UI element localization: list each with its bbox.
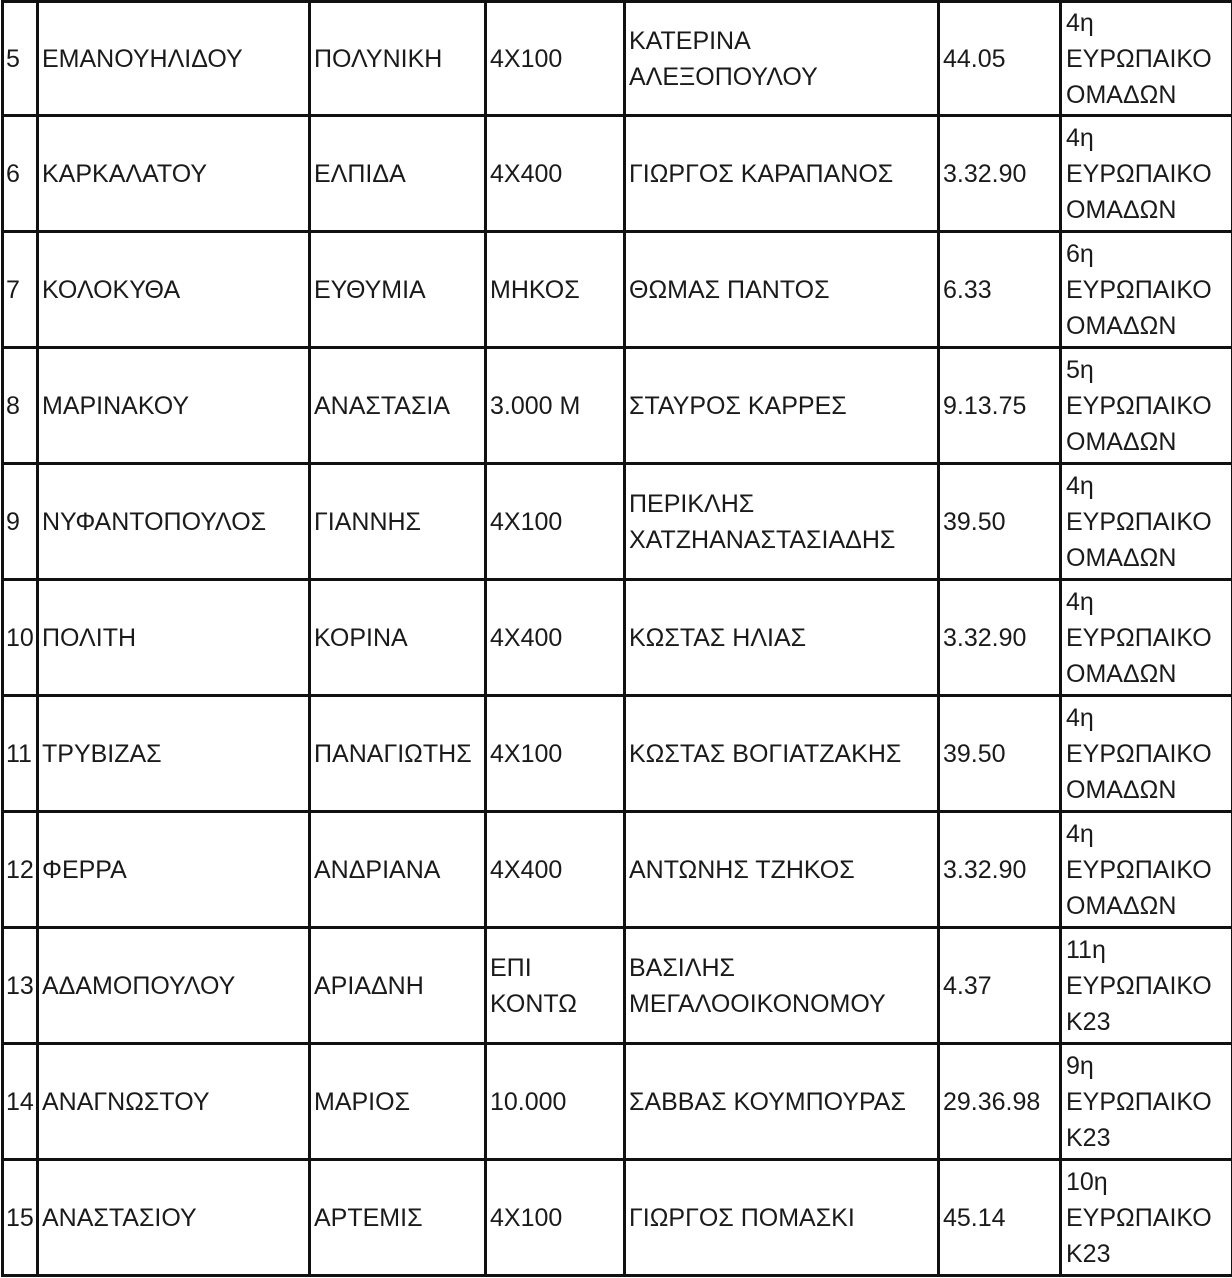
- placing-cell-line: 4η: [1066, 587, 1094, 616]
- placing-cell: [1061, 232, 1232, 348]
- event-cell-line: 4Χ100: [490, 507, 563, 536]
- row-number-cell: 15: [3, 1160, 38, 1276]
- table-row: [3, 1160, 1232, 1276]
- surname-cell: ΑΝΑΓΝΩΣΤΟΥ: [38, 1044, 310, 1160]
- event-cell: [486, 696, 625, 812]
- placing-cell-line: ΕΥΡΩΠΑΙΚΟ: [1066, 623, 1212, 652]
- coach-cell: [625, 812, 939, 928]
- first-name-cell: ΜΑΡΙΟΣ: [310, 1044, 486, 1160]
- surname-cell: ΑΝΑΣΤΑΣΙΟΥ: [38, 1160, 310, 1276]
- placing-cell-line: ΟΜΑΔΩΝ: [1066, 775, 1177, 804]
- athletes-results-table: [1, 0, 1232, 1277]
- event-cell: [486, 580, 625, 696]
- placing-cell-line: ΟΜΑΔΩΝ: [1066, 891, 1177, 920]
- first-name-cell: ΑΝΔΡΙΑΝΑ: [310, 812, 486, 928]
- placing-cell: [1061, 696, 1232, 812]
- row-number-cell: 12: [3, 812, 38, 928]
- surname-cell: ΚΑΡΚΑΛΑΤΟΥ: [38, 116, 310, 232]
- surname-cell: ΦΕΡΡΑ: [38, 812, 310, 928]
- coach-cell-line: ΚΩΣΤΑΣ ΒΟΓΙΑΤΖΑΚΗΣ: [629, 739, 902, 768]
- table-row: [3, 348, 1232, 464]
- event-cell: [486, 116, 625, 232]
- coach-cell-line: ΘΩΜΑΣ ΠΑΝΤΟΣ: [629, 275, 830, 304]
- event-cell-line: ΜΗΚΟΣ: [490, 275, 580, 304]
- first-name-cell: ΚΟΡΙΝΑ: [310, 580, 486, 696]
- placing-cell: [1061, 2, 1232, 116]
- first-name-cell: ΕΛΠΙΔΑ: [310, 116, 486, 232]
- placing-cell-line: ΕΥΡΩΠΑΙΚΟ: [1066, 44, 1212, 73]
- first-name-cell: ΑΡΙΑΔΝΗ: [310, 928, 486, 1044]
- first-name-cell: ΑΡΤΕΜΙΣ: [310, 1160, 486, 1276]
- placing-cell-line: ΕΥΡΩΠΑΙΚΟ: [1066, 855, 1212, 884]
- placing-cell-line: Κ23: [1066, 1239, 1111, 1268]
- placing-cell-line: ΕΥΡΩΠΑΙΚΟ: [1066, 1203, 1212, 1232]
- surname-cell: ΕΜΑΝΟΥΗΛΙΔΟΥ: [38, 2, 310, 116]
- row-number-cell: 6: [3, 116, 38, 232]
- coach-cell-line: ΑΛΕΞΟΠΟΥΛΟΥ: [629, 62, 818, 91]
- result-cell: 39.50: [939, 464, 1061, 580]
- coach-cell-line: ΓΙΩΡΓΟΣ ΠΟΜΑΣΚΙ: [629, 1203, 855, 1232]
- table-row: [3, 1044, 1232, 1160]
- result-cell: 4.37: [939, 928, 1061, 1044]
- coach-cell-line: ΣΤΑΥΡΟΣ ΚΑΡΡΕΣ: [629, 391, 847, 420]
- placing-cell: [1061, 116, 1232, 232]
- event-cell-line: 4Χ100: [490, 44, 563, 73]
- placing-cell-line: 4η: [1066, 703, 1094, 732]
- event-cell: [486, 464, 625, 580]
- coach-cell-line: ΑΝΤΩΝΗΣ ΤΖΗΚΟΣ: [629, 855, 855, 884]
- placing-cell-line: ΟΜΑΔΩΝ: [1066, 427, 1177, 456]
- event-cell: [486, 928, 625, 1044]
- coach-cell: [625, 1044, 939, 1160]
- coach-cell-line: ΚΑΤΕΡΙΝΑ: [629, 26, 751, 55]
- placing-cell-line: ΟΜΑΔΩΝ: [1066, 195, 1177, 224]
- placing-cell: [1061, 1160, 1232, 1276]
- placing-cell-line: 4η: [1066, 471, 1094, 500]
- table-row: [3, 928, 1232, 1044]
- first-name-cell: ΓΙΑΝΝΗΣ: [310, 464, 486, 580]
- result-cell: 39.50: [939, 696, 1061, 812]
- placing-cell: [1061, 464, 1232, 580]
- coach-cell-line: ΚΩΣΤΑΣ ΗΛΙΑΣ: [629, 623, 807, 652]
- coach-cell: [625, 580, 939, 696]
- event-cell: [486, 1160, 625, 1276]
- coach-cell: [625, 1160, 939, 1276]
- table-row: [3, 464, 1232, 580]
- first-name-cell: ΑΝΑΣΤΑΣΙΑ: [310, 348, 486, 464]
- placing-cell-line: 4η: [1066, 8, 1094, 37]
- event-cell-line: 3.000 Μ: [490, 391, 581, 420]
- coach-cell-line: ΓΙΩΡΓΟΣ ΚΑΡΑΠΑΝΟΣ: [629, 159, 894, 188]
- event-cell-line: ΕΠΙ: [490, 953, 532, 982]
- placing-cell-line: ΟΜΑΔΩΝ: [1066, 543, 1177, 572]
- surname-cell: ΜΑΡΙΝΑΚΟΥ: [38, 348, 310, 464]
- surname-cell: ΑΔΑΜΟΠΟΥΛΟΥ: [38, 928, 310, 1044]
- coach-cell-line: ΧΑΤΖΗΑΝΑΣΤΑΣΙΑΔΗΣ: [629, 525, 896, 554]
- coach-cell: [625, 116, 939, 232]
- coach-cell-line: ΜΕΓΑΛΟΟΙΚΟΝΟΜΟΥ: [629, 989, 886, 1018]
- event-cell-line: 4Χ400: [490, 623, 563, 652]
- first-name-cell: ΕΥΘΥΜΙΑ: [310, 232, 486, 348]
- coach-cell: [625, 696, 939, 812]
- event-cell: [486, 348, 625, 464]
- row-number-cell: 9: [3, 464, 38, 580]
- row-number-cell: 14: [3, 1044, 38, 1160]
- placing-cell: [1061, 580, 1232, 696]
- placing-cell: [1061, 1044, 1232, 1160]
- coach-cell: [625, 2, 939, 116]
- placing-cell-line: Κ23: [1066, 1123, 1111, 1152]
- placing-cell-line: ΟΜΑΔΩΝ: [1066, 659, 1177, 688]
- surname-cell: ΤΡΥΒΙΖΑΣ: [38, 696, 310, 812]
- coach-cell: [625, 232, 939, 348]
- result-cell: 3.32.90: [939, 812, 1061, 928]
- first-name-cell: ΠΑΝΑΓΙΩΤΗΣ: [310, 696, 486, 812]
- result-cell: 3.32.90: [939, 116, 1061, 232]
- table-row: [3, 2, 1232, 116]
- placing-cell-line: Κ23: [1066, 1007, 1111, 1036]
- placing-cell-line: ΟΜΑΔΩΝ: [1066, 80, 1177, 109]
- result-cell: 45.14: [939, 1160, 1061, 1276]
- placing-cell-line: ΕΥΡΩΠΑΙΚΟ: [1066, 971, 1212, 1000]
- coach-cell: [625, 348, 939, 464]
- table-row: [3, 232, 1232, 348]
- placing-cell-line: 4η: [1066, 819, 1094, 848]
- result-cell: 6.33: [939, 232, 1061, 348]
- event-cell-line: ΚΟΝΤΩ: [490, 989, 577, 1018]
- event-cell-line: 4Χ400: [490, 855, 563, 884]
- event-cell-line: 4Χ100: [490, 1203, 563, 1232]
- placing-cell: [1061, 928, 1232, 1044]
- table-row: [3, 696, 1232, 812]
- coach-cell: [625, 928, 939, 1044]
- placing-cell-line: 9η: [1066, 1051, 1094, 1080]
- result-cell: 44.05: [939, 2, 1061, 116]
- placing-cell-line: ΕΥΡΩΠΑΙΚΟ: [1066, 739, 1212, 768]
- surname-cell: ΚΟΛΟΚΥΘΑ: [38, 232, 310, 348]
- placing-cell-line: 4η: [1066, 123, 1094, 152]
- event-cell: [486, 1044, 625, 1160]
- table-body: [3, 2, 1232, 1276]
- placing-cell-line: ΟΜΑΔΩΝ: [1066, 311, 1177, 340]
- surname-cell: ΠΟΛΙΤΗ: [38, 580, 310, 696]
- placing-cell-line: 11η: [1066, 935, 1106, 964]
- row-number-cell: 5: [3, 2, 38, 116]
- coach-cell-line: ΣΑΒΒΑΣ ΚΟΥΜΠΟΥΡΑΣ: [629, 1087, 906, 1116]
- placing-cell-line: ΕΥΡΩΠΑΙΚΟ: [1066, 1087, 1212, 1116]
- table-row: [3, 580, 1232, 696]
- placing-cell: [1061, 348, 1232, 464]
- result-cell: 9.13.75: [939, 348, 1061, 464]
- event-cell-line: 4Χ100: [490, 739, 563, 768]
- placing-cell-line: ΕΥΡΩΠΑΙΚΟ: [1066, 507, 1212, 536]
- placing-cell-line: 6η: [1066, 239, 1094, 268]
- surname-cell: ΝΥΦΑΝΤΟΠΟΥΛΟΣ: [38, 464, 310, 580]
- table-row: [3, 116, 1232, 232]
- event-cell: [486, 2, 625, 116]
- placing-cell-line: 10η: [1066, 1167, 1108, 1196]
- placing-cell-line: ΕΥΡΩΠΑΙΚΟ: [1066, 391, 1212, 420]
- coach-cell: [625, 464, 939, 580]
- placing-cell: [1061, 812, 1232, 928]
- event-cell: [486, 812, 625, 928]
- event-cell-line: 10.000: [490, 1087, 567, 1116]
- event-cell: [486, 232, 625, 348]
- row-number-cell: 10: [3, 580, 38, 696]
- coach-cell-line: ΠΕΡΙΚΛΗΣ: [629, 489, 755, 518]
- coach-cell-line: ΒΑΣΙΛΗΣ: [629, 953, 735, 982]
- result-cell: 29.36.98: [939, 1044, 1061, 1160]
- placing-cell-line: 5η: [1066, 355, 1094, 384]
- placing-cell-line: ΕΥΡΩΠΑΙΚΟ: [1066, 275, 1212, 304]
- table-row: [3, 812, 1232, 928]
- row-number-cell: 11: [3, 696, 38, 812]
- event-cell-line: 4Χ400: [490, 159, 563, 188]
- row-number-cell: 7: [3, 232, 38, 348]
- placing-cell-line: ΕΥΡΩΠΑΙΚΟ: [1066, 159, 1212, 188]
- row-number-cell: 13: [3, 928, 38, 1044]
- result-cell: 3.32.90: [939, 580, 1061, 696]
- row-number-cell: 8: [3, 348, 38, 464]
- first-name-cell: ΠΟΛΥΝΙΚΗ: [310, 2, 486, 116]
